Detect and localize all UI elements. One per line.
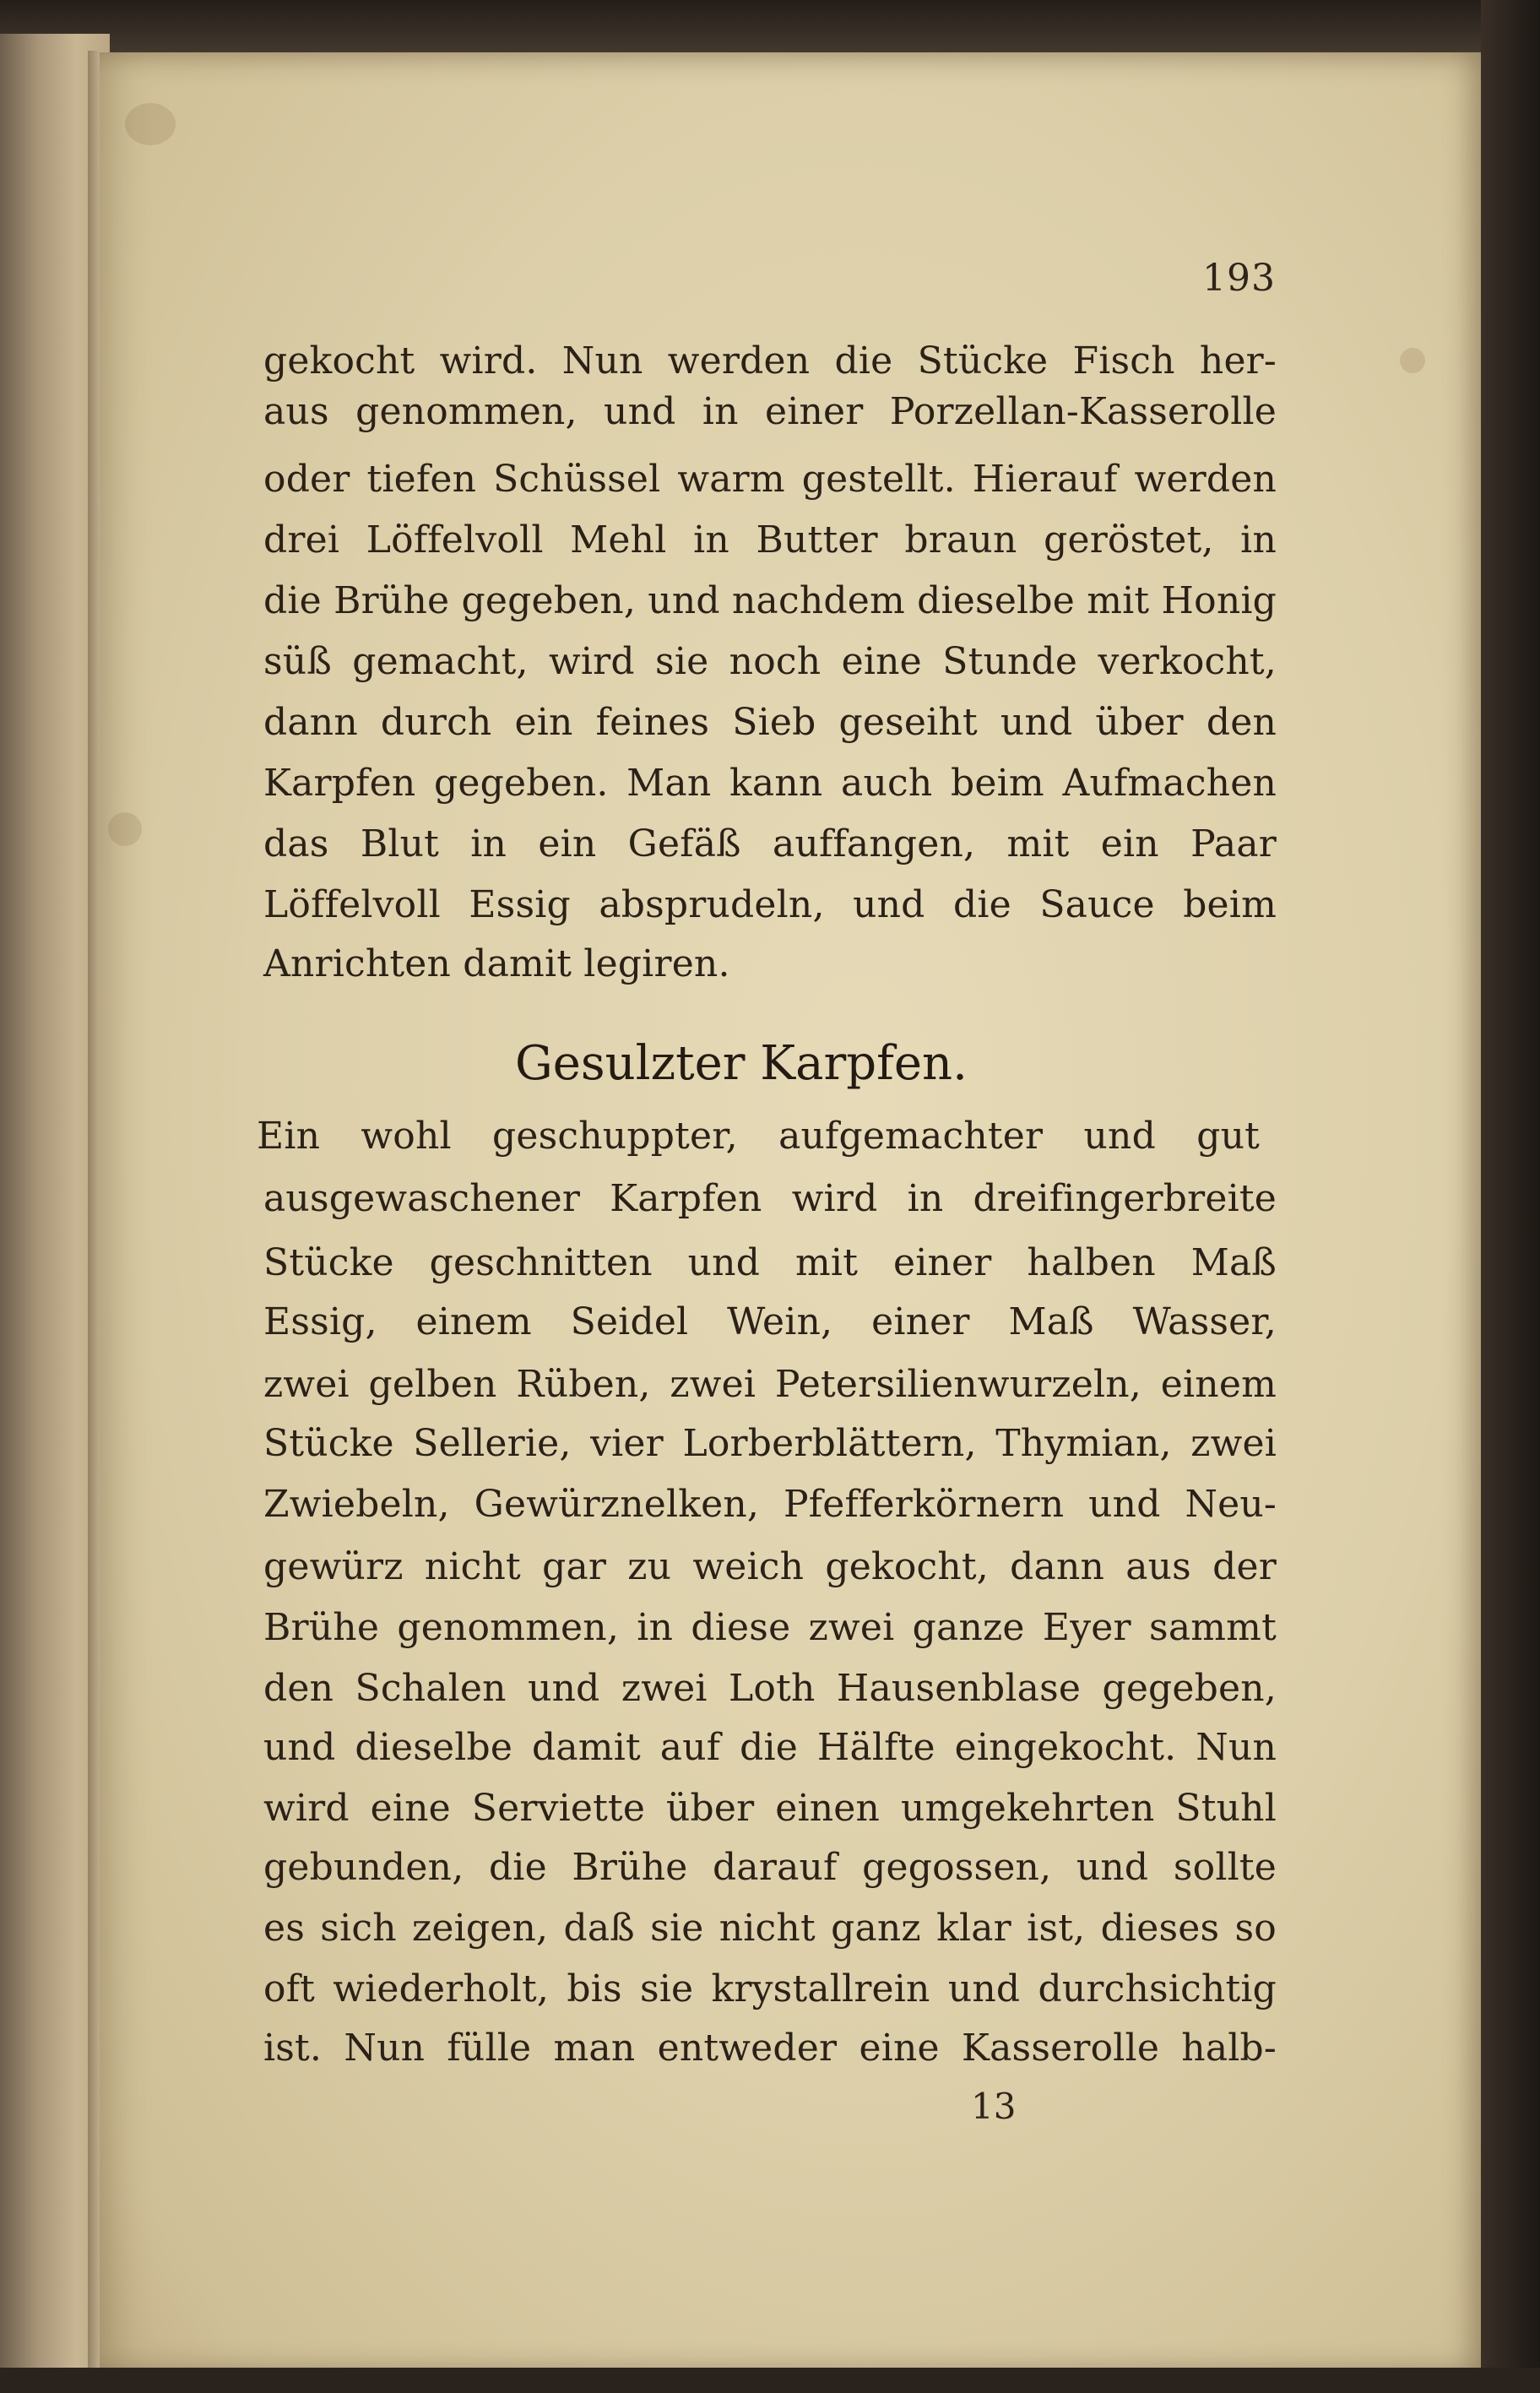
text-line: Ein wohl geschuppter, aufgemachter und gut [257,1115,1260,1158]
paper-stain [125,103,176,145]
signature-mark: 13 [971,2086,1017,2127]
gutter-shadow [88,51,100,2381]
text-line: Stücke Sellerie, vier Lorberblättern, Thymian, zwei [263,1422,1277,1465]
text-line: ausgewaschener Karpfen wird in dreifingerbreite [263,1177,1277,1220]
text-line: gekocht wird. Nun werden die Stücke Fisch her- [263,339,1277,383]
text-line: gebunden, die Brühe darauf gegossen, und sollte [263,1846,1277,1889]
text-line: süß gemacht, wird sie noch eine Stunde verkocht, [263,640,1277,683]
text-line: Stücke geschnitten und mit einer halben Maß [263,1241,1277,1284]
scan-frame-right [1481,0,1540,2393]
text-line: drei Löffelvoll Mehl in Butter braun geröstet, in [263,518,1277,562]
text-line: Anrichten damit legiren. [263,942,730,985]
text-line: oft wiederholt, bis sie krystallrein und durchsichtig [263,1967,1277,2010]
text-line: Karpfen gegeben. Man kann auch beim Aufmachen [263,762,1277,805]
text-line: dann durch ein feines Sieb geseiht und über den [263,701,1277,744]
page-number: 193 [1202,257,1276,300]
text-line: wird eine Serviette über einen umgekehrten Stuhl [263,1787,1277,1830]
text-line: es sich zeigen, daß sie nicht ganz klar ist, dieses so [263,1907,1277,1950]
text-line: Löffelvoll Essig absprudeln, und die Sauce beim [263,883,1277,926]
text-line: Essig, einem Seidel Wein, einer Maß Wasser, [263,1300,1277,1343]
paper-stain [1400,348,1425,373]
paper-stain [108,812,142,846]
text-line: Brühe genommen, in diese zwei ganze Eyer sammt [263,1606,1277,1649]
text-line: aus genommen, und in einer Porzellan-Kasserolle [263,390,1277,433]
text-line: gewürz nicht gar zu weich gekocht, dann aus der [263,1545,1277,1588]
text-line: und dieselbe damit auf die Hälfte eingekocht. Nun [263,1726,1277,1769]
text-line: den Schalen und zwei Loth Hausenblase gegeben, [263,1667,1277,1710]
text-line: zwei gelben Rüben, zwei Petersilienwurzeln, einem [263,1363,1277,1406]
text-line: die Brühe gegeben, und nachdem dieselbe mit Honig [263,579,1277,622]
text-line: ist. Nun fülle man entweder eine Kasserolle halb- [263,2027,1277,2070]
text-line: das Blut in ein Gefäß auffangen, mit ein Paar [263,822,1277,865]
section-heading: Gesulzter Karpfen. [515,1036,968,1091]
text-line: Zwiebeln, Gewürznelken, Pfefferkörnern und Neu- [263,1483,1277,1526]
scan-frame-bottom [0,2368,1540,2393]
text-line: oder tiefen Schüssel warm gestellt. Hierauf werden [263,458,1277,501]
